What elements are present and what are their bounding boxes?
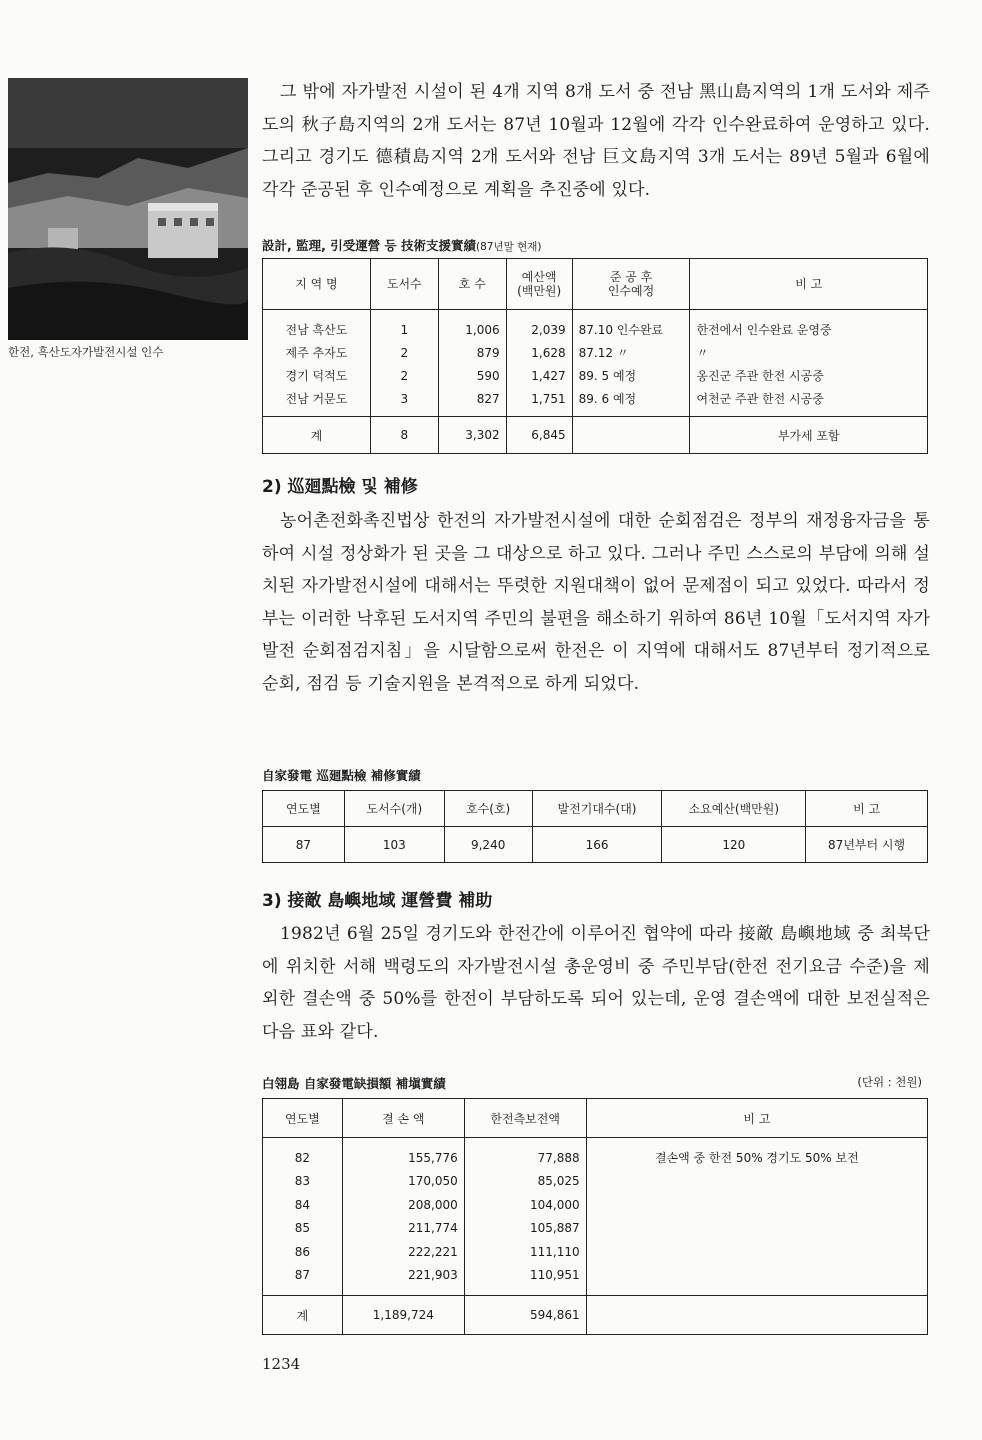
section2-heading: 2) 巡廻點檢 및 補修 [262, 477, 418, 497]
table-row [263, 1138, 928, 1170]
cell-budget: 1,427 [506, 364, 572, 387]
cell-deficit: 222,221 [342, 1240, 464, 1264]
photo-scene [8, 78, 248, 340]
header-islands: 도서수(개) [344, 791, 444, 827]
cell-generators: 166 [532, 827, 662, 863]
header-budget-line1: 예산액 [521, 270, 557, 284]
cell-remarks: 한전에서 인수완료 운영중 [690, 310, 928, 342]
table1-title-text: 設計, 監理, 引受運營 등 技術支援實績 [262, 238, 476, 253]
cell-region: 경기 덕적도 [263, 364, 371, 387]
cell-schedule: 89. 6 예정 [572, 387, 690, 417]
cell-year: 87 [263, 1264, 343, 1296]
table2-title: 自家發電 巡廻點檢 補修實績 [262, 768, 421, 783]
cell-year: 82 [263, 1138, 343, 1170]
header-budget-line2: (백만원) [517, 284, 562, 298]
cell-total-schedule [572, 417, 690, 454]
photo-heuksando-plant [8, 78, 248, 340]
cell-total-remarks [586, 1296, 927, 1335]
header-remarks: 비 고 [806, 791, 928, 827]
table-row [263, 1264, 928, 1296]
cell-deficit: 170,050 [342, 1170, 464, 1194]
cell-islands: 103 [344, 827, 444, 863]
header-islands: 도서수 [370, 259, 438, 310]
cell-remarks: 〃 [690, 341, 928, 364]
cell-compensation: 110,951 [464, 1264, 586, 1296]
table-row [263, 364, 928, 387]
cell-compensation: 77,888 [464, 1138, 586, 1170]
cell-islands: 2 [370, 364, 438, 387]
cell-schedule: 87.12 〃 [572, 341, 690, 364]
cell-year: 86 [263, 1240, 343, 1264]
table-header-row [263, 1099, 928, 1138]
cell-budget: 1,628 [506, 341, 572, 364]
cell-total-label: 계 [263, 417, 371, 454]
cell-budget: 1,751 [506, 387, 572, 417]
cell-total-deficit: 1,189,724 [342, 1296, 464, 1335]
cell-remarks: 결손액 중 한전 50% 경기도 50% 보전 [586, 1138, 927, 1170]
cell-deficit: 208,000 [342, 1193, 464, 1217]
cell-islands: 1 [370, 310, 438, 342]
cell-total-islands: 8 [370, 417, 438, 454]
cell-year: 85 [263, 1217, 343, 1241]
header-households: 호수(호) [444, 791, 532, 827]
paragraph-section2-text: 농어촌전화촉진법상 한전의 자가발전시설에 대한 순회점검은 정부의 재정융자금을 통하여 시설 정상화가 된 곳을 그 대상으로 하고 있다. 그러나 주민 스스로의 부담에 의해 설치된 자가발전시설에 대해서는 뚜렷한 지원대책이 없어 문제점이 되고 있었다. 따라서 정부는 이러한 낙후된 도서지역 주민의 불편을 해소하기 위하여 86년 10월「도서지역 자가발전 순회점검지침」을 시달함으로써 한전은 이 지역에 대해서도 87년부터 정기적으로 순회, 점검 등 기술지원을 본격적으로 하게 되었다. [262, 511, 930, 694]
table-row [263, 1240, 928, 1264]
table-total-row [263, 417, 928, 454]
header-kepco-compensation: 한전측보전액 [464, 1099, 586, 1138]
header-year: 연도별 [263, 1099, 343, 1138]
photo-caption: 한전, 흑산도자가발전시설 인수 [8, 345, 164, 359]
table-row [263, 827, 928, 863]
table-total-row [263, 1296, 928, 1335]
cell-deficit: 211,774 [342, 1217, 464, 1241]
table3-title: 白翎島 自家發電缺損額 補塡實績 [262, 1076, 446, 1091]
header-completion-line2: 인수예정 [607, 284, 655, 298]
cell-remarks [586, 1264, 927, 1296]
header-remarks: 비 고 [690, 259, 928, 310]
technical-support-table [262, 258, 928, 454]
cell-year: 84 [263, 1193, 343, 1217]
table3-unit: (단위 : 천원) [857, 1075, 922, 1089]
cell-remarks: 옹진군 주관 한전 시공중 [690, 364, 928, 387]
cell-year: 87 [263, 827, 345, 863]
cell-total-label: 계 [263, 1296, 343, 1335]
patrol-inspection-table [262, 790, 928, 863]
cell-region: 제주 추자도 [263, 341, 371, 364]
paragraph-intro [262, 76, 930, 206]
cell-compensation: 111,110 [464, 1240, 586, 1264]
cell-total-remarks: 부가세 포함 [690, 417, 928, 454]
header-deficit: 결 손 액 [342, 1099, 464, 1138]
cell-remarks: 87년부터 시행 [806, 827, 928, 863]
cell-compensation: 85,025 [464, 1170, 586, 1194]
cell-remarks [586, 1170, 927, 1194]
cell-budget: 2,039 [506, 310, 572, 342]
table-header-row [263, 259, 928, 310]
table1-title [262, 236, 541, 254]
cell-remarks: 여천군 주관 한전 시공중 [690, 387, 928, 417]
paragraph-intro-text: 그 밖에 자가발전 시설이 된 4개 지역 8개 도서 중 전남 黑山島지역의 1개 도서와 제주도의 秋子島지역의 2개 도서는 87년 10월과 12월에 각각 인수완료하여 운영하고 있다. 그리고 경기도 德積島지역 2개 도서와 전남 巨文島지역 3개 도서는 89년 5월과 6월에 각각 준공된 후 인수예정으로 계획을 추진중에 있다. [262, 82, 930, 200]
cell-schedule: 89. 5 예정 [572, 364, 690, 387]
table-row [263, 1170, 928, 1194]
table-row [263, 1217, 928, 1241]
paragraph-section3 [262, 918, 930, 1048]
header-completion [572, 259, 690, 310]
cell-total-budget: 6,845 [506, 417, 572, 454]
cell-compensation: 104,000 [464, 1193, 586, 1217]
cell-compensation: 105,887 [464, 1217, 586, 1241]
baengnyeongdo-deficit-table [262, 1098, 928, 1335]
header-region: 지 역 명 [263, 259, 371, 310]
cell-region: 전남 거문도 [263, 387, 371, 417]
paragraph-section3-text: 1982년 6월 25일 경기도와 한전간에 이루어진 협약에 따라 接敵 島嶼地域 중 최북단에 위치한 서해 백령도의 자가발전시설 총운영비 중 주민부담(한전 전기요금 수준)을 제외한 결손액 중 50%를 한전이 부담하도록 되어 있는데, 운영 결손액에 대한 보전실적은 다음 표와 같다. [262, 924, 930, 1042]
cell-households: 590 [438, 364, 506, 387]
cell-budget: 120 [662, 827, 806, 863]
cell-region: 전남 흑산도 [263, 310, 371, 342]
cell-total-compensation: 594,861 [464, 1296, 586, 1335]
cell-islands: 2 [370, 341, 438, 364]
header-remarks: 비 고 [586, 1099, 927, 1138]
cell-deficit: 221,903 [342, 1264, 464, 1296]
page-number: 1234 [262, 1355, 301, 1373]
header-year: 연도별 [263, 791, 345, 827]
table-header-row [263, 791, 928, 827]
cell-year: 83 [263, 1170, 343, 1194]
cell-schedule: 87.10 인수완료 [572, 310, 690, 342]
cell-total-households: 3,302 [438, 417, 506, 454]
table-row [263, 310, 928, 342]
header-generators: 발전기대수(대) [532, 791, 662, 827]
cell-remarks [586, 1240, 927, 1264]
cell-households: 9,240 [444, 827, 532, 863]
header-completion-line1: 준 공 후 [609, 270, 653, 284]
table1-title-note: (87년말 현재) [475, 241, 542, 253]
table-row [263, 1193, 928, 1217]
cell-households: 879 [438, 341, 506, 364]
table-row [263, 341, 928, 364]
paragraph-section2 [262, 505, 930, 701]
header-households: 호 수 [438, 259, 506, 310]
cell-deficit: 155,776 [342, 1138, 464, 1170]
cell-islands: 3 [370, 387, 438, 417]
header-budget [506, 259, 572, 310]
cell-remarks [586, 1217, 927, 1241]
header-budget: 소요예산(백만원) [662, 791, 806, 827]
section3-heading: 3) 接敵 島嶼地域 運營費 補助 [262, 891, 493, 911]
table-row [263, 387, 928, 417]
cell-remarks [586, 1193, 927, 1217]
cell-households: 1,006 [438, 310, 506, 342]
cell-households: 827 [438, 387, 506, 417]
